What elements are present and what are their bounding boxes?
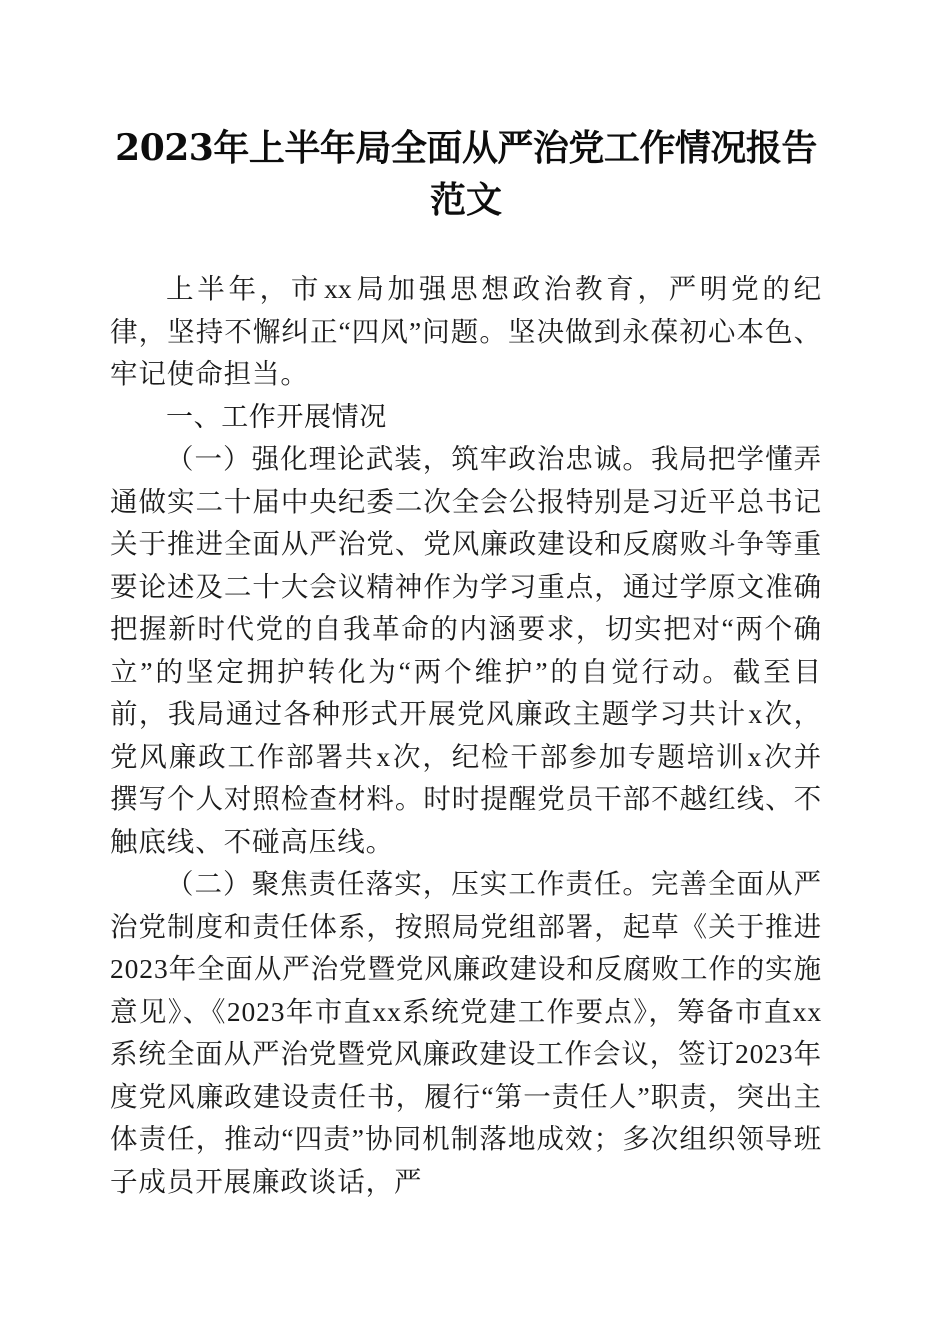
paragraph-section-1-2: （二）聚焦责任落实，压实工作责任。完善全面从严治党制度和责任体系，按照局党组部署，起草《关于推进2023年全面从严治党暨党风廉政建设和反腐败工作的实施意见》、《2023年市直xx系统党建工作要点》，筹备市直xx系统全面从严治党暨党风廉政建设工作会议，签订2023年度党风廉政建设责任书，履行“第一责任人”职责，突出主体责任，推动“四责”协同机制落地成效；多次组织领导班子成员开展廉政谈话，严 [110,868,822,1197]
page-title-line-2: 范文 [429,179,502,221]
section-heading-work-progress: 一、工作开展情况 [166,401,387,432]
paragraph-section-1-1: （一）强化理论武装，筑牢政治忠诚。我局把学懂弄通做实二十届中央纪委二次全会公报特别是习近平总书记关于推进全面从严治党、党风廉政建设和反腐败斗争等重要论述及二十大会议精神作为学习重点，通过学原文准确把握新时代党的自我革命的内涵要求，切实把对“两个确立”的坚定拥护转化为“两个维护”的自觉行动。截至目前，我局通过各种形式开展党风廉政主题学习共计x次，党风廉政工作部署共x次，纪检干部参加专题培训x次并撰写个人对照检查材料。时时提醒党员干部不越红线、不触底线、不碰高压线。 [110,443,822,857]
paragraph-intro: 上半年，市xx局加强思想政治教育，严明党的纪律，坚持不懈纠正“四风”问题。坚决做到永葆初心本色、牢记使命担当。 [110,273,822,389]
page-title [110,0,822,226]
document-body [110,0,822,1203]
page-title-line-1: 2023年上半年局全面从严治党工作情况报告 [115,127,817,169]
